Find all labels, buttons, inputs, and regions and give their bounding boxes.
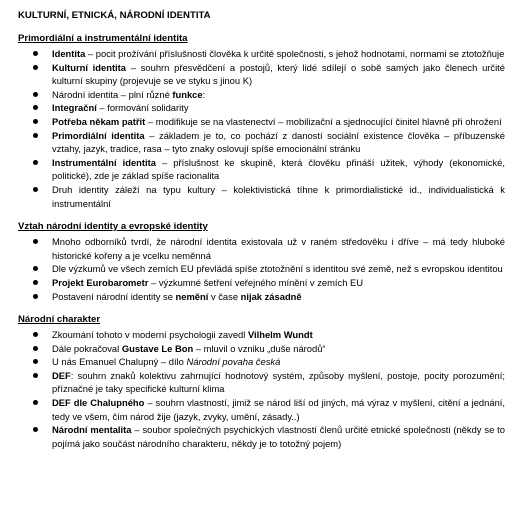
bold-run: Projekt Eurobarometr [52, 276, 149, 288]
list-item [18, 235, 509, 262]
text-run: Postavení národní identity se [52, 290, 176, 302]
text-run: : [202, 88, 206, 100]
text-run: – modifikuje se na vlastenectví – mobilizační a sjednocující činitel hlavně při ohrožení [145, 115, 502, 127]
italic-run: Národní povaha česká [186, 356, 281, 368]
text-run: – soubor společných psychických vlastností členů určité etnické společnosti (někdy se to pojímá jako součást národního charakteru, někdy je to totožný pojem) [52, 424, 505, 449]
text-run: Zkoumání tohoto v moderní psychologii zavedl [52, 329, 248, 341]
list-item-text [52, 262, 505, 276]
list-item-text [52, 290, 505, 304]
bullet-icon [33, 187, 38, 192]
bold-run: Instrumentální identita [52, 156, 156, 168]
list-item [18, 47, 509, 61]
text-run: – pocit prožívání příslušnosti člověka k určité společnosti, s jehož hodnotami, normami se ztotožňuje [85, 48, 505, 59]
list-item [18, 355, 509, 369]
list-item-text [52, 423, 505, 450]
section-heading: Národní charakter [18, 314, 101, 326]
bullet-icon [33, 119, 38, 124]
bullet-icon [33, 266, 38, 271]
text-run: – příslušnost ke skupině, která člověku přináší užitek, výhody (ekonomické, politické), zde je základ spíše racionalita [52, 156, 506, 182]
bold-run: Primordiální identita [52, 129, 145, 141]
text-run: – výzkumné šetření veřejného mínění v zemích EU [148, 276, 364, 288]
list-item [18, 396, 509, 423]
list-item [18, 423, 509, 450]
section [18, 33, 509, 210]
text-run: Národní identita – plní různé [52, 88, 173, 100]
list-item-text [52, 396, 505, 423]
bullet-icon [33, 51, 38, 56]
bold-run: Identita [52, 48, 86, 59]
bold-run: Integrační [52, 102, 97, 114]
list-item [18, 156, 509, 183]
section-heading: Vztah národní identity a evropské identity [18, 221, 208, 233]
list-item [18, 61, 509, 88]
list-item-text [52, 342, 505, 356]
bold-run: Vilhelm Wundt [247, 329, 313, 341]
bullet-icon [33, 346, 38, 351]
bullet-icon [33, 92, 38, 97]
text-run: Mnoho odborníků tvrdí, že národní identita existovala už v raném středověku i dříve – má tedy hluboké historické kořeny a je vcelku neměnná [52, 236, 505, 261]
bold-run: Potřeba někam patřit [52, 115, 146, 127]
bullet-icon [33, 239, 38, 244]
bullet-icon [33, 280, 38, 285]
text-run: – souhrn vlastností, jimiž se národ liší od jiných, má výraz v myšlení, citění a jednání, tedy ve všem, čím národ žije (jazyk, zvyky, umění, zásady..) [52, 397, 505, 422]
list-item-text [52, 61, 505, 88]
bullet-icon [33, 359, 38, 364]
section [18, 314, 509, 450]
list-item [18, 262, 509, 276]
list-item-text [52, 101, 505, 115]
list-item [18, 328, 509, 342]
list-item-text [52, 328, 505, 342]
text-run: U nás Emanuel Chalupný – dílo [52, 356, 187, 368]
bullet-list [18, 47, 509, 210]
list-item [18, 88, 509, 102]
bullet-list [18, 235, 509, 303]
document-body [18, 33, 509, 450]
bullet-icon [33, 400, 38, 405]
list-item [18, 276, 509, 290]
list-item-text [52, 235, 505, 262]
text-run: – mluvil o vzniku „duše národů“ [193, 342, 326, 354]
list-item-text [52, 88, 505, 102]
list-item-text [52, 276, 505, 290]
bullet-icon [33, 427, 38, 432]
bullet-icon [33, 373, 38, 378]
list-item [18, 183, 509, 210]
text-run: Dále pokračoval [52, 342, 122, 354]
list-item [18, 115, 509, 129]
text-run: – základem je to, co pochází z daností sociální existence člověka – příbuzenské vztahy, jazyk, tradice, rasa – tyto znaky oslovují spíše emocionální stránku [52, 129, 505, 155]
list-item-text [52, 355, 505, 369]
list-item [18, 129, 509, 156]
bullet-icon [33, 105, 38, 110]
text-run: v čase [208, 290, 241, 302]
bullet-list [18, 328, 509, 450]
list-item-text [52, 156, 505, 183]
bold-run: Gustave Le Bon [121, 342, 194, 354]
bullet-icon [33, 133, 38, 138]
bold-run: Kulturní identita [52, 61, 127, 73]
list-item [18, 369, 509, 396]
list-item [18, 342, 509, 356]
bullet-icon [33, 160, 38, 165]
text-run: Dle výzkumů ve všech zemích EU převládá spíše ztotožnění s identitou své země, než s evropskou identitou [52, 263, 503, 275]
text-run: : souhrn znaků kolektivu zahrnující hodnotový systém, způsoby myšlení, postoje, pocity porozumění; příznačné je taky specifické kulturní klima [52, 369, 505, 395]
list-item [18, 101, 509, 115]
text-run: – formování solidarity [96, 102, 189, 114]
list-item [18, 290, 509, 304]
bold-run: DEF [52, 369, 71, 381]
list-item-text [52, 183, 505, 210]
document-title: KULTURNÍ, ETNICKÁ, NÁRODNÍ IDENTITA [18, 10, 211, 21]
bullet-icon [33, 294, 38, 299]
section-heading: Primordiální a instrumentální identita [18, 33, 188, 44]
list-item-text [52, 115, 505, 129]
bullet-icon [33, 65, 38, 70]
bold-run: nemění [175, 290, 209, 302]
bold-run: Národní mentalita [52, 424, 132, 436]
list-item-text [52, 369, 505, 396]
section [18, 221, 509, 303]
text-run: – souhrn přesvědčení a postojů, který lidé sdílejí o sobě samých jako členech určité kulturní skupiny (projevuje se ve styku s jinou K) [52, 61, 505, 87]
list-item-text [52, 47, 505, 61]
bold-run: DEF dle Chalupného [52, 397, 145, 409]
bullet-icon [33, 332, 38, 337]
list-item-text [52, 129, 505, 156]
bold-run: nijak zásadně [240, 290, 302, 302]
text-run: Druh identity záleží na typu kultury – kolektivistická tíhne k primordialistické id., individualistická k instrumentální [52, 183, 505, 209]
bold-run: funkce [172, 88, 203, 100]
